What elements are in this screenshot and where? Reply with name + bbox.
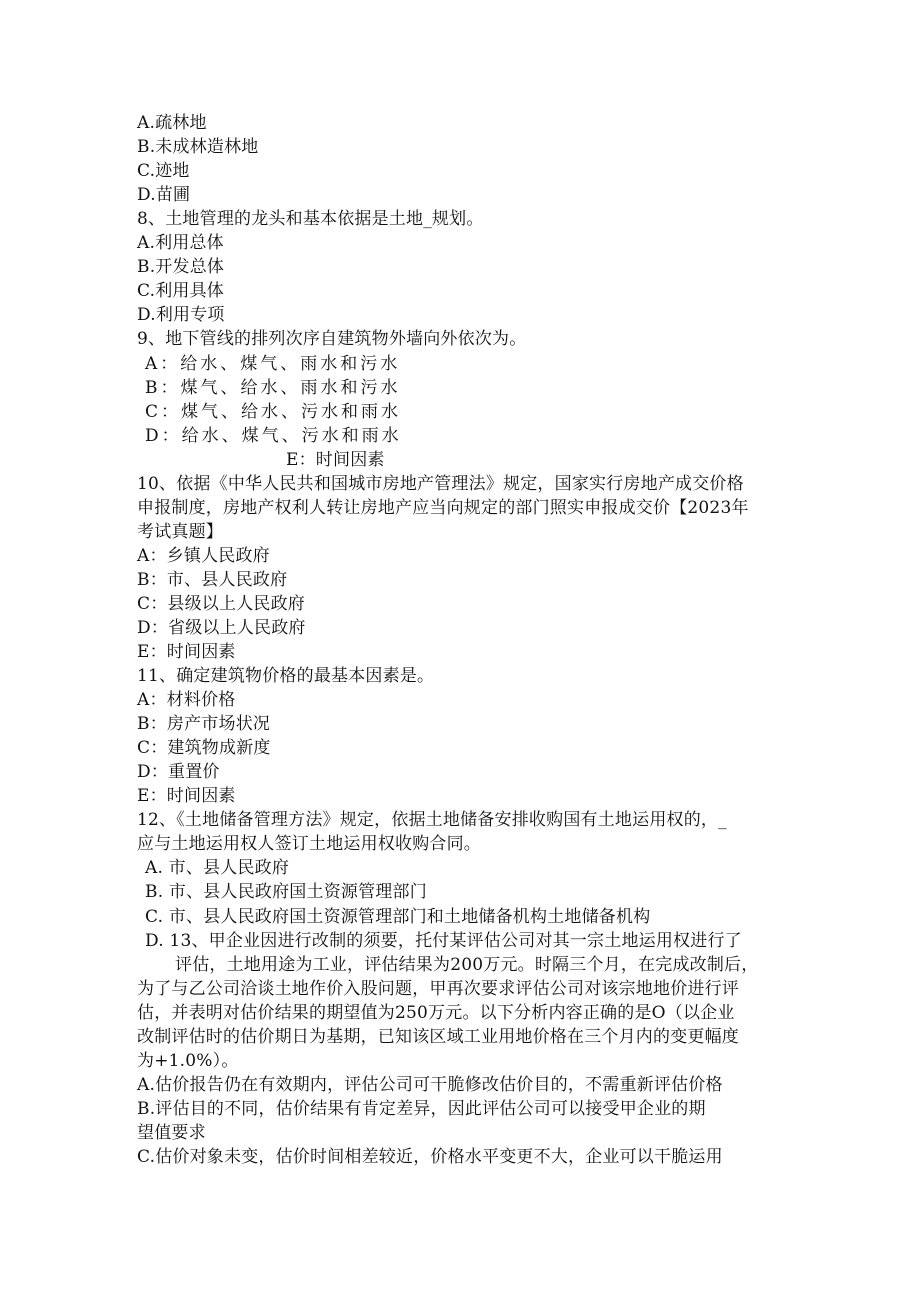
text-line: D：重置价 [137, 762, 220, 782]
text-line: E：时间因素 [137, 786, 236, 806]
text-line: C.估价对象未变，估价时间相差较近，价格水平变更不大，企业可以干脆运用 [137, 1147, 723, 1167]
text-line: B：市、县人民政府 [137, 570, 288, 590]
text-line: D.苗圃 [137, 185, 191, 205]
text-line: B.开发总体 [137, 257, 225, 277]
text-line: B.评估目的不同，估价结果有肯定差异，因此评估公司可以接受甲企业的期 [137, 1099, 706, 1119]
text-line: 8、土地管理的龙头和基本依据是土地_规划。 [137, 209, 484, 229]
text-line: 评估，土地用途为工业，评估结果为200万元。时隔三个月，在完成改制后， [175, 955, 759, 975]
text-line: 9、地下管线的排列次序自建筑物外墙向外依次为。 [137, 329, 527, 349]
text-line: E：时间因素 [286, 450, 385, 470]
text-line: D. 13、甲企业因进行改制的须要，托付某评估公司对其一宗土地运用权进行了 [145, 931, 742, 951]
text-line: D：给水、煤气、污水和雨水 [145, 426, 402, 446]
text-line: 10、依据《中华人民共和国城市房地产管理法》规定，国家实行房地产成交价格 [137, 474, 744, 494]
text-line: C. 市、县人民政府国土资源管理部门和土地储备机构土地储备机构 [145, 907, 651, 927]
text-line: D：省级以上人民政府 [137, 618, 306, 638]
text-line: B.未成林造林地 [137, 137, 259, 157]
text-line: A.估价报告仍在有效期内，评估公司可干脆修改估价目的，不需重新评估价格 [137, 1075, 723, 1095]
text-line: 为+1.0%）。 [137, 1051, 239, 1071]
text-line: 望值要求 [137, 1123, 206, 1143]
text-line: E：时间因素 [137, 642, 236, 662]
text-line: 申报制度，房地产权利人转让房地产应当向规定的部门照实申报成交价【2023年 [137, 498, 749, 518]
text-line: 为了与乙公司洽谈土地作价入股问题，甲再次要求评估公司对该宗地地价进行评 [137, 979, 739, 999]
text-line: C.迹地 [137, 161, 190, 181]
text-line: A. 市、县人民政府 [145, 858, 290, 878]
text-line: A：材料价格 [137, 690, 236, 710]
text-line: A.疏林地 [137, 113, 207, 133]
text-line: A：乡镇人民政府 [137, 546, 270, 566]
text-line: B：煤气、给水、雨水和污水 [145, 378, 401, 398]
text-line: C：县级以上人民政府 [137, 594, 306, 614]
text-line: C.利用具体 [137, 281, 225, 301]
text-line: C：煤气、给水、污水和雨水 [145, 402, 402, 422]
text-line: A：给水、煤气、雨水和污水 [145, 354, 401, 374]
text-line: 12、《土地储备管理方法》规定，依据土地储备安排收购国有土地运用权的，_ [137, 810, 727, 830]
text-line: B：房产市场状况 [137, 714, 271, 734]
text-line: 改制评估时的估价期日为基期，已知该区域工业用地价格在三个月内的变更幅度 [137, 1027, 739, 1047]
text-line: A.利用总体 [137, 233, 224, 253]
text-line: 应与土地运用权人签订土地运用权收购合同。 [137, 834, 481, 854]
text-line: 11、确定建筑物价格的最基本因素是。 [137, 666, 435, 686]
text-line: 估，并表明对估价结果的期望值为250万元。以下分析内容正确的是O（以企业 [137, 1003, 735, 1023]
text-line: D.利用专项 [137, 305, 225, 325]
text-line: C：建筑物成新度 [137, 738, 271, 758]
text-line: 考试真题】 [137, 522, 223, 542]
text-line: B. 市、县人民政府国土资源管理部门 [145, 882, 427, 902]
